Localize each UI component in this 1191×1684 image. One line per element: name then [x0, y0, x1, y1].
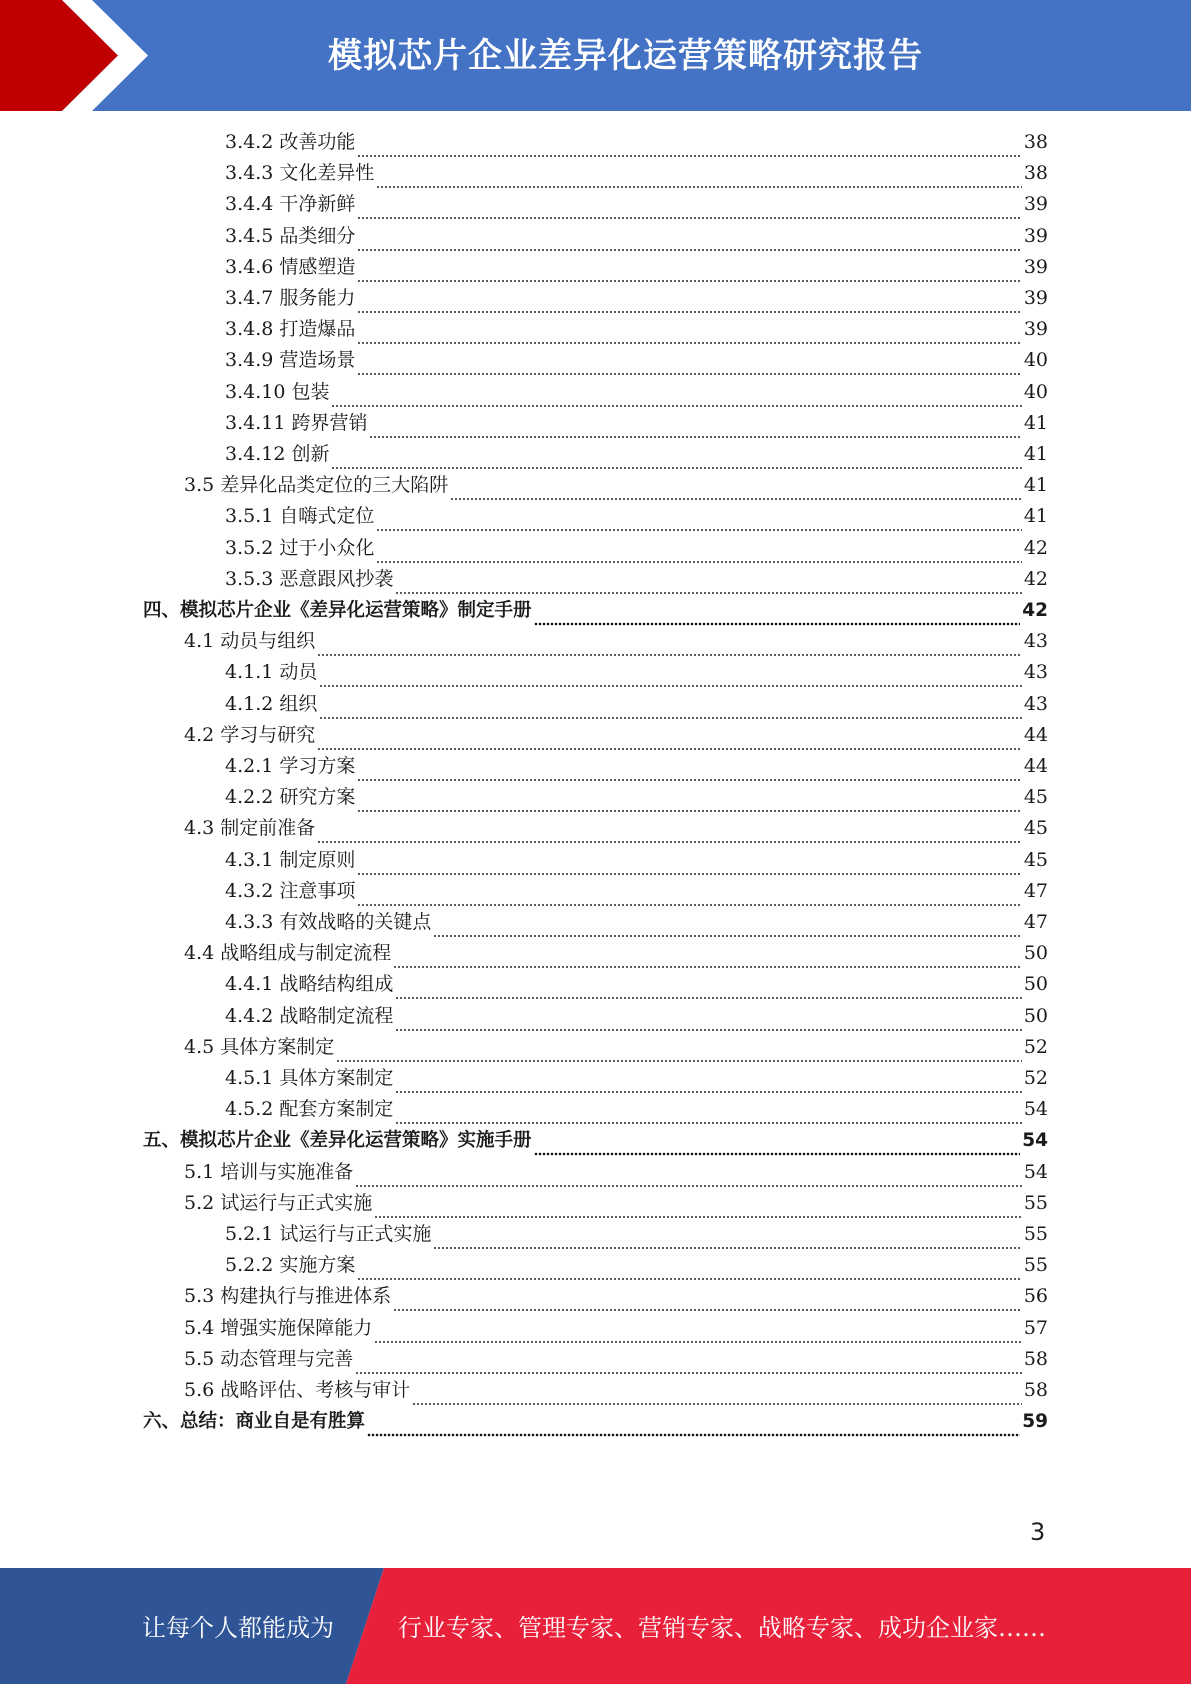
- toc-entry-page: 39: [1023, 287, 1048, 309]
- footer-slogan-right: 行业专家、管理专家、营销专家、战略专家、成功企业家……: [398, 1614, 1046, 1642]
- toc-dot-leader: [369, 430, 1021, 439]
- toc-dot-leader: [357, 336, 1021, 345]
- toc-entry-page: 54: [1022, 1130, 1048, 1152]
- toc-entry-page: 50: [1023, 973, 1048, 996]
- toc-entry-title: 3.4.5 品类细分: [225, 224, 356, 247]
- toc-entry-title: 3.4.4 干净新鲜: [225, 193, 356, 216]
- toc-entry-title: 4.4 战略组成与制定流程: [184, 942, 392, 965]
- toc-entry-page: 41: [1023, 443, 1048, 465]
- toc-entry-title: 5.4 增强实施保障能力: [184, 1316, 373, 1339]
- toc-entry-title: 4.1 动员与组织: [184, 630, 316, 653]
- toc-entry-page: 41: [1023, 474, 1048, 497]
- toc-dot-leader: [395, 586, 1021, 595]
- toc-dot-leader: [357, 898, 1021, 907]
- toc-entry-title: 4.3.3 有效战略的关键点: [225, 911, 432, 933]
- toc-entry-page: 39: [1023, 193, 1048, 216]
- toc-entry-page: 39: [1023, 255, 1048, 278]
- toc-entry-page: 55: [1023, 1223, 1048, 1245]
- toc-entry-title: 4.3 制定前准备: [184, 817, 316, 840]
- toc-dot-leader: [319, 711, 1021, 720]
- toc-dot-leader: [412, 1397, 1022, 1406]
- toc-dot-leader: [450, 492, 1022, 501]
- page-header: [0, 0, 1191, 111]
- report-title: 模拟芯片企业差异化运营策略研究报告: [328, 36, 923, 76]
- toc-dot-leader: [534, 1147, 1021, 1156]
- toc-entry[interactable]: [225, 252, 1048, 283]
- toc-dot-leader: [376, 180, 1021, 189]
- toc-entry-page: 43: [1023, 630, 1048, 653]
- toc-dot-leader: [376, 555, 1021, 564]
- toc-dot-leader: [534, 617, 1021, 626]
- toc-dot-leader: [395, 1023, 1021, 1032]
- toc-entry[interactable]: [225, 221, 1048, 252]
- toc-dot-leader: [357, 804, 1021, 813]
- toc-entry-title: 3.4.7 服务能力: [225, 287, 356, 309]
- toc-entry-title: 4.5.1 具体方案制定: [225, 1067, 394, 1089]
- toc-entry-title: 4.2.2 研究方案: [225, 786, 356, 809]
- page-number: 3: [1030, 1518, 1046, 1546]
- toc-entry[interactable]: [184, 626, 1048, 657]
- toc-dot-leader: [395, 1085, 1021, 1094]
- toc-entry[interactable]: [143, 595, 1048, 626]
- toc-entry-page: 47: [1023, 911, 1048, 933]
- toc-entry-title: 4.3.1 制定原则: [225, 848, 356, 871]
- toc-dot-leader: [393, 960, 1022, 969]
- toc-entry-title: 4.1.2 组织: [225, 692, 318, 715]
- toc-entry-title: 3.4.8 打造爆品: [225, 318, 356, 341]
- toc-dot-leader: [317, 835, 1022, 844]
- toc-entry-page: 39: [1023, 318, 1048, 341]
- toc-entry[interactable]: [184, 938, 1048, 969]
- toc-entry-title: 四、模拟芯片企业《差异化运营策略》制定手册: [143, 600, 532, 621]
- toc-entry-page: 38: [1023, 162, 1048, 185]
- toc-entry-page: 45: [1023, 848, 1048, 871]
- toc-entry-title: 五、模拟芯片企业《差异化运营策略》实施手册: [143, 1130, 532, 1152]
- toc-dot-leader: [357, 773, 1021, 782]
- toc-entry-title: 3.5.3 恶意跟风抄袭: [225, 567, 394, 590]
- toc-dot-leader: [433, 929, 1021, 938]
- toc-entry-title: 4.5 具体方案制定: [184, 1035, 335, 1058]
- toc-dot-leader: [331, 461, 1021, 470]
- toc-entry[interactable]: [225, 345, 1048, 376]
- footer-slogan-left: 让每个人都能成为: [142, 1614, 334, 1642]
- toc-entry-title: 3.4.10 包装: [225, 380, 330, 403]
- toc-entry-page: 40: [1023, 349, 1048, 372]
- toc-entry[interactable]: [184, 720, 1048, 751]
- toc-entry-title: 3.4.11 跨界营销: [225, 411, 368, 434]
- toc-entry-page: 42: [1022, 600, 1048, 621]
- toc-entry-title: 3.4.6 情感塑造: [225, 255, 356, 278]
- toc-dot-leader: [357, 274, 1021, 283]
- toc-entry-page: 54: [1023, 1098, 1048, 1121]
- toc-dot-leader: [395, 991, 1021, 1000]
- toc-dot-leader: [395, 1116, 1021, 1125]
- toc-dot-leader: [357, 211, 1021, 220]
- toc-entry[interactable]: [184, 1375, 1048, 1406]
- toc-entry-title: 4.1.1 动员: [225, 661, 318, 684]
- toc-dot-leader: [357, 367, 1021, 376]
- toc-entry-page: 38: [1023, 131, 1048, 153]
- toc-entry-title: 3.4.2 改善功能: [225, 131, 356, 153]
- toc-dot-leader: [317, 648, 1022, 657]
- toc-entry-page: 39: [1023, 224, 1048, 247]
- toc-entry-page: 52: [1023, 1067, 1048, 1089]
- toc-entry[interactable]: [225, 845, 1048, 876]
- toc-entry[interactable]: [143, 1406, 1048, 1437]
- toc-dot-leader: [357, 1272, 1021, 1281]
- toc-entry-page: 47: [1023, 879, 1048, 902]
- toc-entry[interactable]: [225, 501, 1048, 532]
- toc-entry[interactable]: [225, 876, 1048, 907]
- toc-dot-leader: [376, 523, 1021, 532]
- toc-entry[interactable]: [225, 408, 1048, 439]
- toc-entry[interactable]: [225, 189, 1048, 220]
- toc-entry[interactable]: [184, 1344, 1048, 1375]
- toc-entry-title: 5.1 培训与实施准备: [184, 1160, 354, 1183]
- toc-entry-title: 4.2 学习与研究: [184, 723, 316, 746]
- toc-entry-title: 5.2.2 实施方案: [225, 1254, 356, 1277]
- toc-entry[interactable]: [184, 1157, 1048, 1188]
- toc-entry[interactable]: [225, 751, 1048, 782]
- toc-entry-page: 40: [1023, 380, 1048, 403]
- toc-entry[interactable]: [184, 470, 1048, 501]
- toc-entry[interactable]: [184, 1188, 1048, 1219]
- toc-dot-leader: [336, 1054, 1022, 1063]
- toc-entry[interactable]: [225, 1001, 1048, 1032]
- toc-entry-page: 50: [1023, 1004, 1048, 1027]
- toc-entry-title: 4.3.2 注意事项: [225, 879, 356, 902]
- toc-dot-leader: [355, 1366, 1022, 1375]
- toc-entry-title: 5.6 战略评估、考核与审计: [184, 1379, 411, 1401]
- toc-entry-title: 3.4.12 创新: [225, 443, 330, 465]
- toc-entry-title: 六、总结：商业自是有胜算: [143, 1411, 366, 1433]
- toc-entry[interactable]: [225, 564, 1048, 595]
- toc-entry[interactable]: [225, 439, 1048, 470]
- toc-entry[interactable]: [225, 1063, 1048, 1094]
- toc-entry-page: 55: [1023, 1191, 1048, 1214]
- toc-entry-page: 52: [1023, 1035, 1048, 1058]
- toc-dot-leader: [331, 399, 1021, 408]
- toc-entry-title: 4.5.2 配套方案制定: [225, 1098, 394, 1121]
- toc-entry-page: 58: [1023, 1347, 1048, 1370]
- toc-entry-title: 3.4.3 文化差异性: [225, 162, 375, 185]
- toc-entry-page: 41: [1023, 505, 1048, 528]
- toc-entry[interactable]: [225, 689, 1048, 720]
- toc-entry[interactable]: [184, 1281, 1048, 1312]
- toc-entry-page: 59: [1022, 1411, 1048, 1433]
- toc-entry-title: 3.5.2 过于小众化: [225, 536, 375, 559]
- toc-entry[interactable]: [225, 969, 1048, 1000]
- toc-entry[interactable]: [225, 1094, 1048, 1125]
- toc-entry-title: 3.5.1 自嗨式定位: [225, 505, 375, 528]
- toc-entry-title: 5.3 构建执行与推进体系: [184, 1285, 392, 1308]
- toc-entry-page: 44: [1023, 755, 1048, 777]
- toc-entry-title: 3.4.9 营造场景: [225, 349, 356, 372]
- toc-entry[interactable]: [225, 782, 1048, 813]
- toc-entry-page: 41: [1023, 411, 1048, 434]
- toc-entry-page: 45: [1023, 786, 1048, 809]
- page-footer: [0, 1568, 1191, 1684]
- toc-entry[interactable]: [184, 1032, 1048, 1063]
- toc-entry-title: 5.2 试运行与正式实施: [184, 1191, 373, 1214]
- toc-entry[interactable]: [225, 533, 1048, 564]
- toc-dot-leader: [433, 1241, 1021, 1250]
- toc-dot-leader: [357, 867, 1021, 876]
- toc-dot-leader: [317, 742, 1022, 751]
- toc-entry-page: 57: [1023, 1316, 1048, 1339]
- toc-dot-leader: [357, 305, 1021, 314]
- toc-entry-page: 45: [1023, 817, 1048, 840]
- toc-entry-page: 54: [1023, 1160, 1048, 1183]
- toc-dot-leader: [355, 1179, 1022, 1188]
- toc-entry[interactable]: [184, 813, 1048, 844]
- toc-entry[interactable]: [225, 657, 1048, 688]
- toc-entry-page: 43: [1023, 661, 1048, 684]
- toc-entry-page: 42: [1023, 567, 1048, 590]
- toc-dot-leader: [374, 1335, 1022, 1344]
- toc-entry[interactable]: [184, 1313, 1048, 1344]
- toc-entry[interactable]: [225, 158, 1048, 189]
- toc-entry-page: 43: [1023, 692, 1048, 715]
- toc-entry[interactable]: [143, 1125, 1048, 1156]
- toc-entry-title: 5.5 动态管理与完善: [184, 1347, 354, 1370]
- toc-entry-title: 5.2.1 试运行与正式实施: [225, 1223, 432, 1245]
- toc-entry-title: 4.4.2 战略制定流程: [225, 1004, 394, 1027]
- toc-entry-page: 56: [1023, 1285, 1048, 1308]
- toc-entry[interactable]: [225, 377, 1048, 408]
- toc-entry[interactable]: [225, 314, 1048, 345]
- toc-dot-leader: [357, 243, 1021, 252]
- toc-entry-title: 3.5 差异化品类定位的三大陷阱: [184, 474, 449, 497]
- toc-dot-leader: [393, 1303, 1022, 1312]
- toc-entry-page: 55: [1023, 1254, 1048, 1277]
- toc-entry-title: 4.2.1 学习方案: [225, 755, 356, 777]
- toc-dot-leader: [374, 1210, 1022, 1219]
- toc-entry[interactable]: [225, 1250, 1048, 1281]
- toc-entry[interactable]: [225, 907, 1048, 938]
- toc-entry-title: 4.4.1 战略结构组成: [225, 973, 394, 996]
- toc-dot-leader: [367, 1428, 1020, 1437]
- toc-entry-page: 42: [1023, 536, 1048, 559]
- toc-entry[interactable]: [225, 127, 1048, 158]
- toc-dot-leader: [319, 679, 1021, 688]
- toc-entry-page: 44: [1023, 723, 1048, 746]
- toc-entry[interactable]: [225, 1219, 1048, 1250]
- toc-entry-page: 50: [1023, 942, 1048, 965]
- toc-entry[interactable]: [225, 283, 1048, 314]
- toc-entry-page: 58: [1023, 1379, 1048, 1401]
- toc-dot-leader: [357, 149, 1021, 158]
